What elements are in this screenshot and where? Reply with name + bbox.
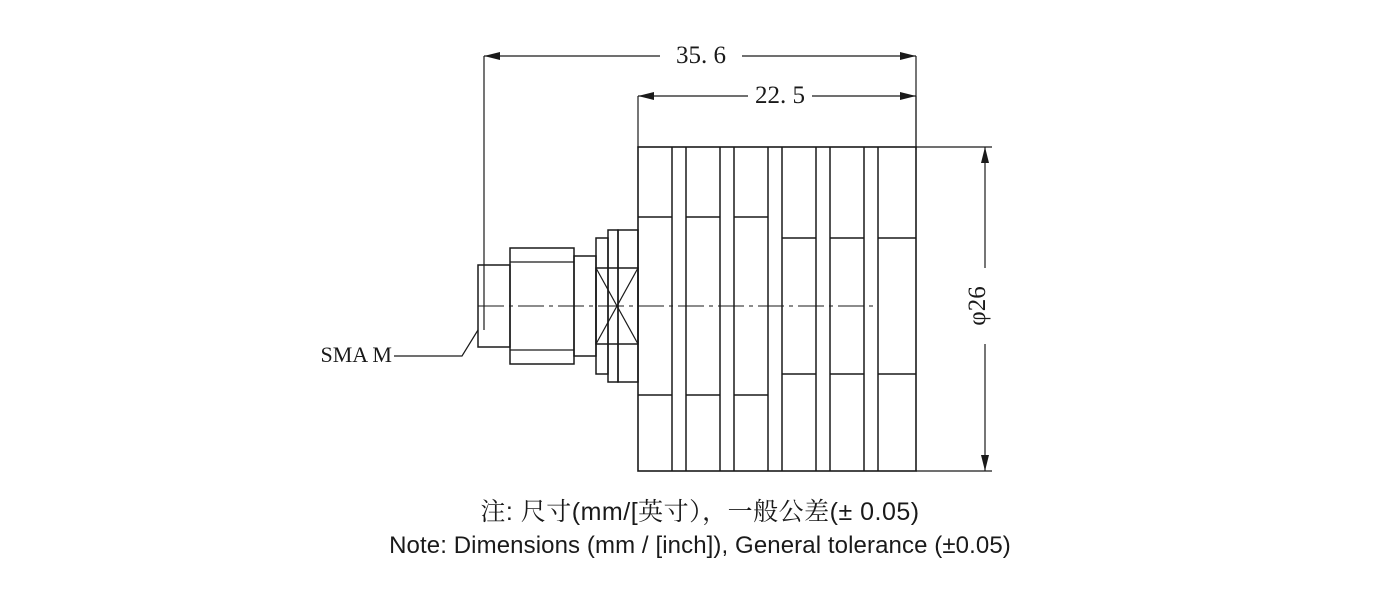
dimension-body-length-label: 22. 5	[755, 82, 805, 109]
notes-block	[0, 495, 1400, 563]
note-line-english: Note: Dimensions (mm / [inch]), General tolerance (±0.05)	[389, 532, 1011, 559]
callout-connector-type-label: SMA M	[320, 342, 392, 367]
heat-sink-body	[638, 147, 916, 471]
dimension-overall-length-label: 35. 6	[676, 42, 726, 69]
dimension-body-diameter-label: φ26	[964, 286, 991, 326]
callout-leader-line	[394, 330, 478, 356]
note-line-chinese: 注: 尺寸(mm/[英寸），一般公差(± 0.05)	[480, 498, 920, 526]
dimension-overall-length	[484, 52, 916, 330]
